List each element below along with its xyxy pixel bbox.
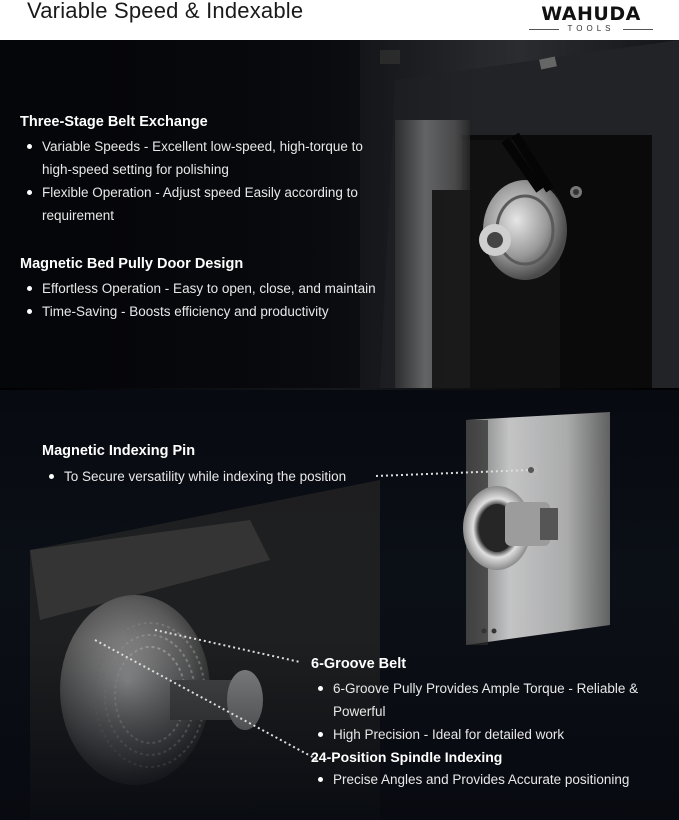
indexing-pin-list (42, 465, 382, 488)
heading-groove-belt: 6-Groove Belt (311, 656, 407, 672)
belt-exchange-list (20, 135, 390, 227)
pully-door-list (20, 277, 420, 323)
brand-logo (529, 4, 653, 34)
heading-spindle-indexing: 24-Position Spindle Indexing (311, 749, 503, 765)
heading-indexing-pin: Magnetic Indexing Pin (42, 443, 196, 459)
groove-belt-list (311, 677, 661, 746)
header-bar (0, 0, 679, 40)
indexing-panel (0, 390, 679, 820)
belt-door-panel (0, 40, 679, 390)
list-item: 6-Groove Pully Provides Ample Torque - Reliable & Powerful (311, 677, 661, 723)
list-item: Effortless Operation - Easy to open, close, and maintain (20, 277, 420, 300)
list-item: High Precision - Ideal for detailed work (311, 723, 661, 746)
page-title: Variable Speed & Indexable (27, 0, 304, 23)
spindle-indexing-list (311, 768, 661, 791)
list-item: To Secure versatility while indexing the position (42, 465, 382, 488)
brand-sub: TOOLS (529, 24, 653, 34)
heading-pully-door: Magnetic Bed Pully Door Design (20, 256, 244, 272)
list-item: Precise Angles and Provides Accurate positioning (311, 768, 661, 791)
list-item: Time-Saving - Boosts efficiency and productivity (20, 300, 420, 323)
heading-belt-exchange: Three-Stage Belt Exchange (20, 114, 208, 130)
brand-name: WAHUDA (541, 3, 641, 25)
list-item: Variable Speeds - Excellent low-speed, high-torque to high-speed setting for polishing (20, 135, 390, 181)
list-item: Flexible Operation - Adjust speed Easily according to requirement (20, 181, 390, 227)
